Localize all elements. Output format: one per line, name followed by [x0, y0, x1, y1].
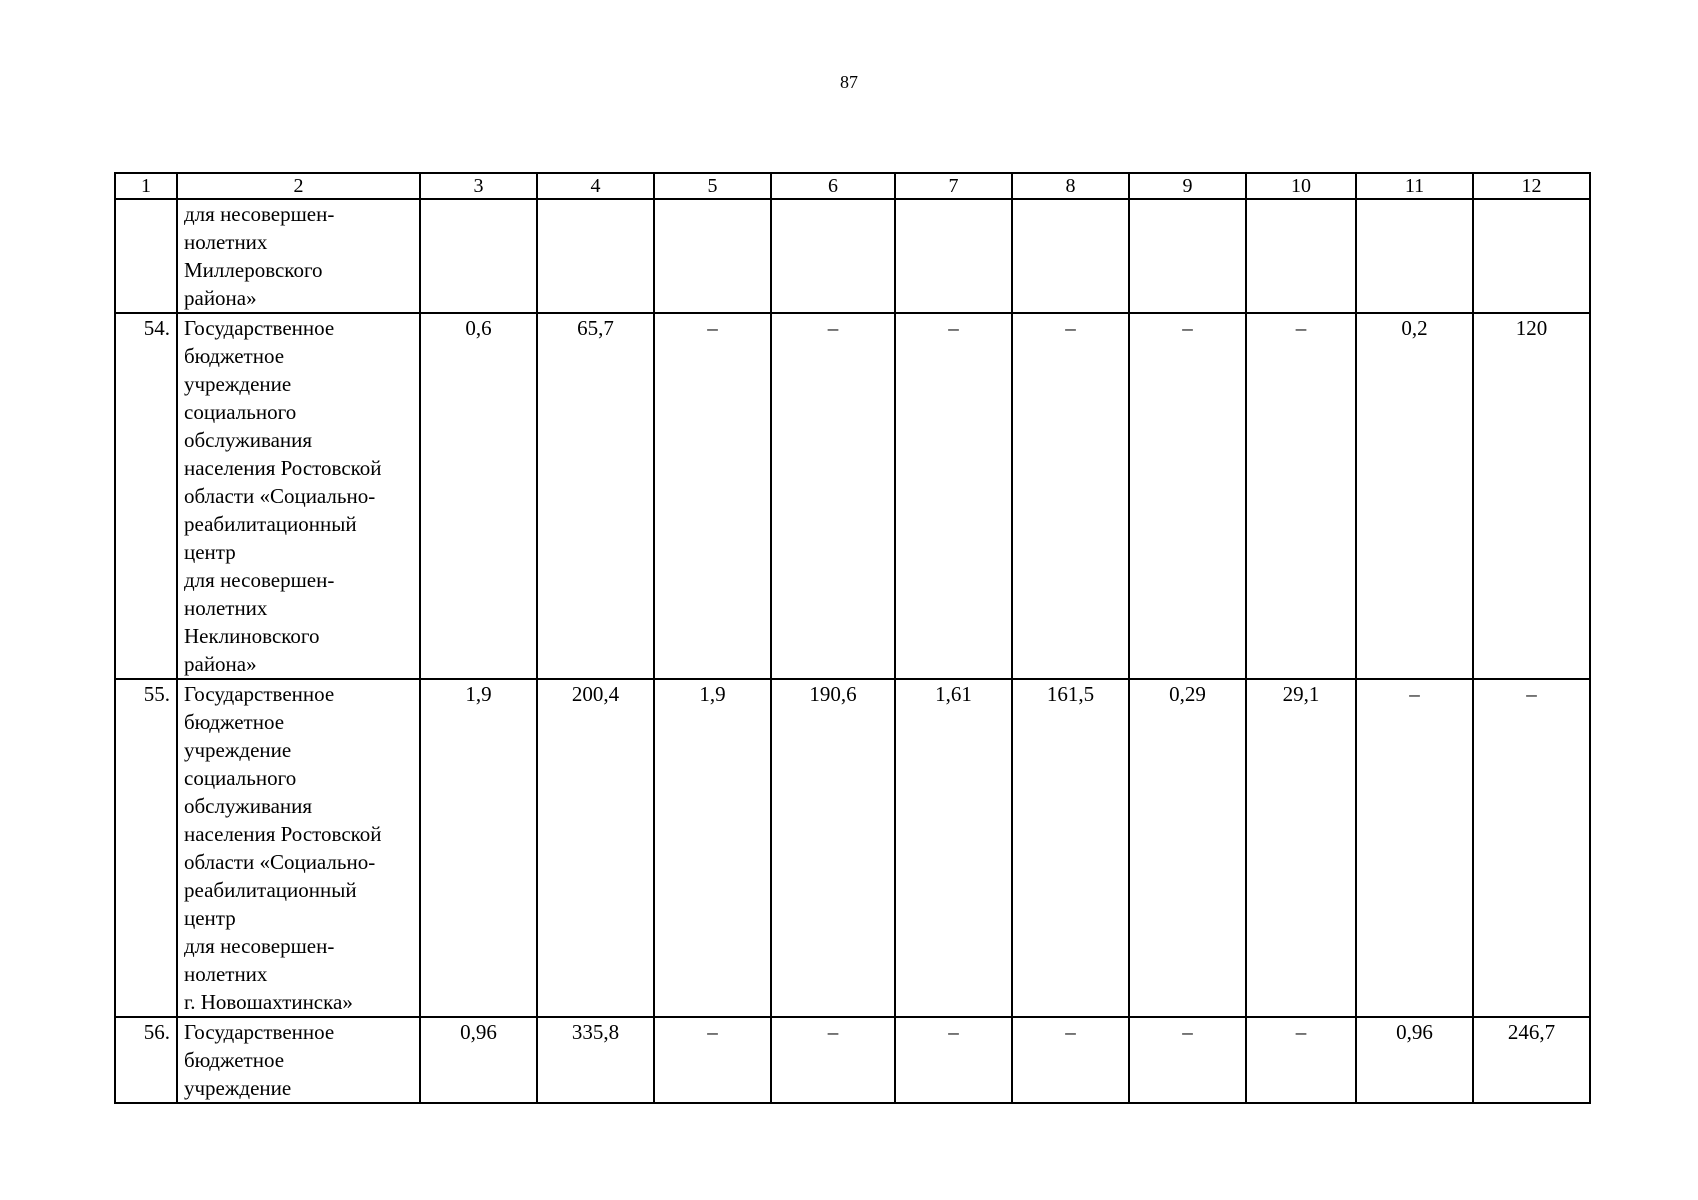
value-cell: –: [654, 313, 771, 679]
value-cell: 1,9: [420, 679, 537, 1017]
value-cell: –: [771, 313, 895, 679]
row-number: 56.: [115, 1017, 177, 1103]
value-cell: 0,96: [1356, 1017, 1473, 1103]
page-number: 87: [840, 72, 858, 92]
institution-name: для несовершен- нолетних Миллеровского района»: [177, 199, 420, 313]
value-cell: [1012, 199, 1129, 313]
value-cell: –: [1356, 679, 1473, 1017]
value-cell: [1246, 199, 1356, 313]
header-cell: 6: [771, 173, 895, 199]
header-cell: 5: [654, 173, 771, 199]
table-row: [115, 1017, 1590, 1103]
value-cell: [1356, 199, 1473, 313]
value-cell: –: [654, 1017, 771, 1103]
table-row: [115, 313, 1590, 679]
value-cell: –: [1012, 313, 1129, 679]
value-cell: –: [895, 1017, 1012, 1103]
value-cell: –: [1129, 1017, 1246, 1103]
header-cell: 11: [1356, 173, 1473, 199]
value-cell: [1473, 199, 1590, 313]
value-cell: 29,1: [1246, 679, 1356, 1017]
value-cell: 190,6: [771, 679, 895, 1017]
value-cell: –: [1246, 313, 1356, 679]
value-cell: 161,5: [1012, 679, 1129, 1017]
header-cell: 9: [1129, 173, 1246, 199]
value-cell: 246,7: [1473, 1017, 1590, 1103]
value-cell: 65,7: [537, 313, 654, 679]
value-cell: [537, 199, 654, 313]
header-row: [115, 173, 1590, 199]
value-cell: [895, 199, 1012, 313]
value-cell: –: [1012, 1017, 1129, 1103]
value-cell: –: [895, 313, 1012, 679]
value-cell: –: [1473, 679, 1590, 1017]
row-number: [115, 199, 177, 313]
value-cell: 0,6: [420, 313, 537, 679]
data-table: [114, 172, 1591, 1104]
header-cell: 4: [537, 173, 654, 199]
header-cell: 10: [1246, 173, 1356, 199]
value-cell: [654, 199, 771, 313]
value-cell: 0,96: [420, 1017, 537, 1103]
institution-name: Государственное бюджетное учреждение социального обслуживания населения Ростовской области «Социально- реабилитационный центр для несовершен- нолетних г. Новошахтинска»: [177, 679, 420, 1017]
value-cell: 1,61: [895, 679, 1012, 1017]
table-row: [115, 679, 1590, 1017]
header-cell: 12: [1473, 173, 1590, 199]
header-cell: 8: [1012, 173, 1129, 199]
institution-name: Государственное бюджетное учреждение социального обслуживания населения Ростовской области «Социально- реабилитационный центр для несовершен- нолетних Неклиновского района»: [177, 313, 420, 679]
institution-name: Государственное бюджетное учреждение: [177, 1017, 420, 1103]
header-cell: 2: [177, 173, 420, 199]
value-cell: [771, 199, 895, 313]
value-cell: 1,9: [654, 679, 771, 1017]
value-cell: 335,8: [537, 1017, 654, 1103]
value-cell: 0,29: [1129, 679, 1246, 1017]
value-cell: 200,4: [537, 679, 654, 1017]
row-number: 55.: [115, 679, 177, 1017]
value-cell: 0,2: [1356, 313, 1473, 679]
header-cell: 7: [895, 173, 1012, 199]
row-number: 54.: [115, 313, 177, 679]
value-cell: 120: [1473, 313, 1590, 679]
value-cell: –: [1246, 1017, 1356, 1103]
value-cell: –: [1129, 313, 1246, 679]
header-cell: 1: [115, 173, 177, 199]
value-cell: [1129, 199, 1246, 313]
value-cell: –: [771, 1017, 895, 1103]
value-cell: [420, 199, 537, 313]
header-cell: 3: [420, 173, 537, 199]
table-row: [115, 199, 1590, 313]
